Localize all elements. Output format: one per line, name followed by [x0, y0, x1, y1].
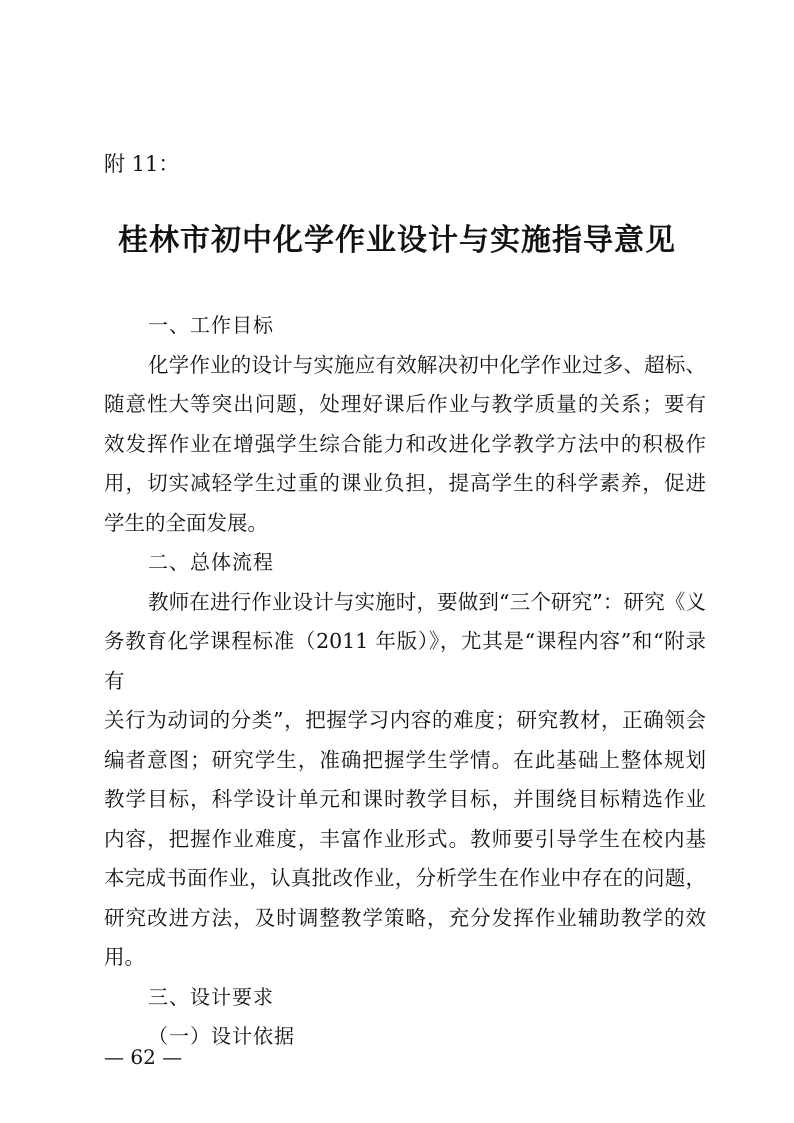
- paragraph-line: 用，切实减轻学生过重的课业负担，提高学生的科学素养，促进: [104, 471, 706, 495]
- paragraph-line: 学生的全面发展。: [104, 510, 268, 535]
- paragraph-line: 编者意图；研究学生，准确把握学生学情。在此基础上整体规划: [104, 747, 706, 772]
- document-title: 桂林市初中化学作业设计与实施指导意见: [118, 223, 676, 258]
- annex-label: 附 11：: [104, 152, 180, 176]
- page-number: — 62 —: [104, 1045, 183, 1069]
- paragraph-line: 教师在进行作业设计与实施时，要做到“三个研究”：研究《义: [148, 589, 706, 614]
- paragraph-line: 研究改进方法，及时调整教学策略，充分发挥作业辅助教学的效: [104, 905, 706, 930]
- document-body: [104, 306, 706, 1057]
- section-heading: 三、设计要求: [148, 984, 274, 1009]
- paragraph-line: 务教育化学课程标准（2011 年版）》，尤其是“课程内容”和“附录有: [104, 629, 706, 693]
- paragraph-line: 随意性大等突出问题，处理好课后作业与教学质量的关系；要有: [104, 392, 706, 416]
- paragraph-line: 本完成书面作业，认真批改作业，分析学生在作业中存在的问题，: [104, 866, 706, 890]
- paragraph-line: 内容，把握作业难度，丰富作业形式。教师要引导学生在校内基: [104, 826, 706, 851]
- paragraph-line: 效发挥作业在增强学生综合能力和改进化学教学方法中的积极作: [104, 431, 706, 456]
- section-heading: 一、工作目标: [148, 313, 274, 337]
- paragraph-line: 教学目标，科学设计单元和课时教学目标，并围绕目标精选作业: [104, 787, 706, 811]
- paragraph-line: 用。: [104, 945, 145, 969]
- section-paragraph: [104, 346, 706, 544]
- paragraph-line: 关行为动词的分类”，把握学习内容的难度；研究教材，正确领会: [104, 708, 706, 732]
- section-heading: 二、总体流程: [148, 550, 274, 574]
- section-paragraph: [104, 583, 706, 978]
- sub-heading: （一）设计依据: [148, 1024, 295, 1048]
- paragraph-line: 化学作业的设计与实施应有效解决初中化学作业过多、超标、: [148, 352, 706, 377]
